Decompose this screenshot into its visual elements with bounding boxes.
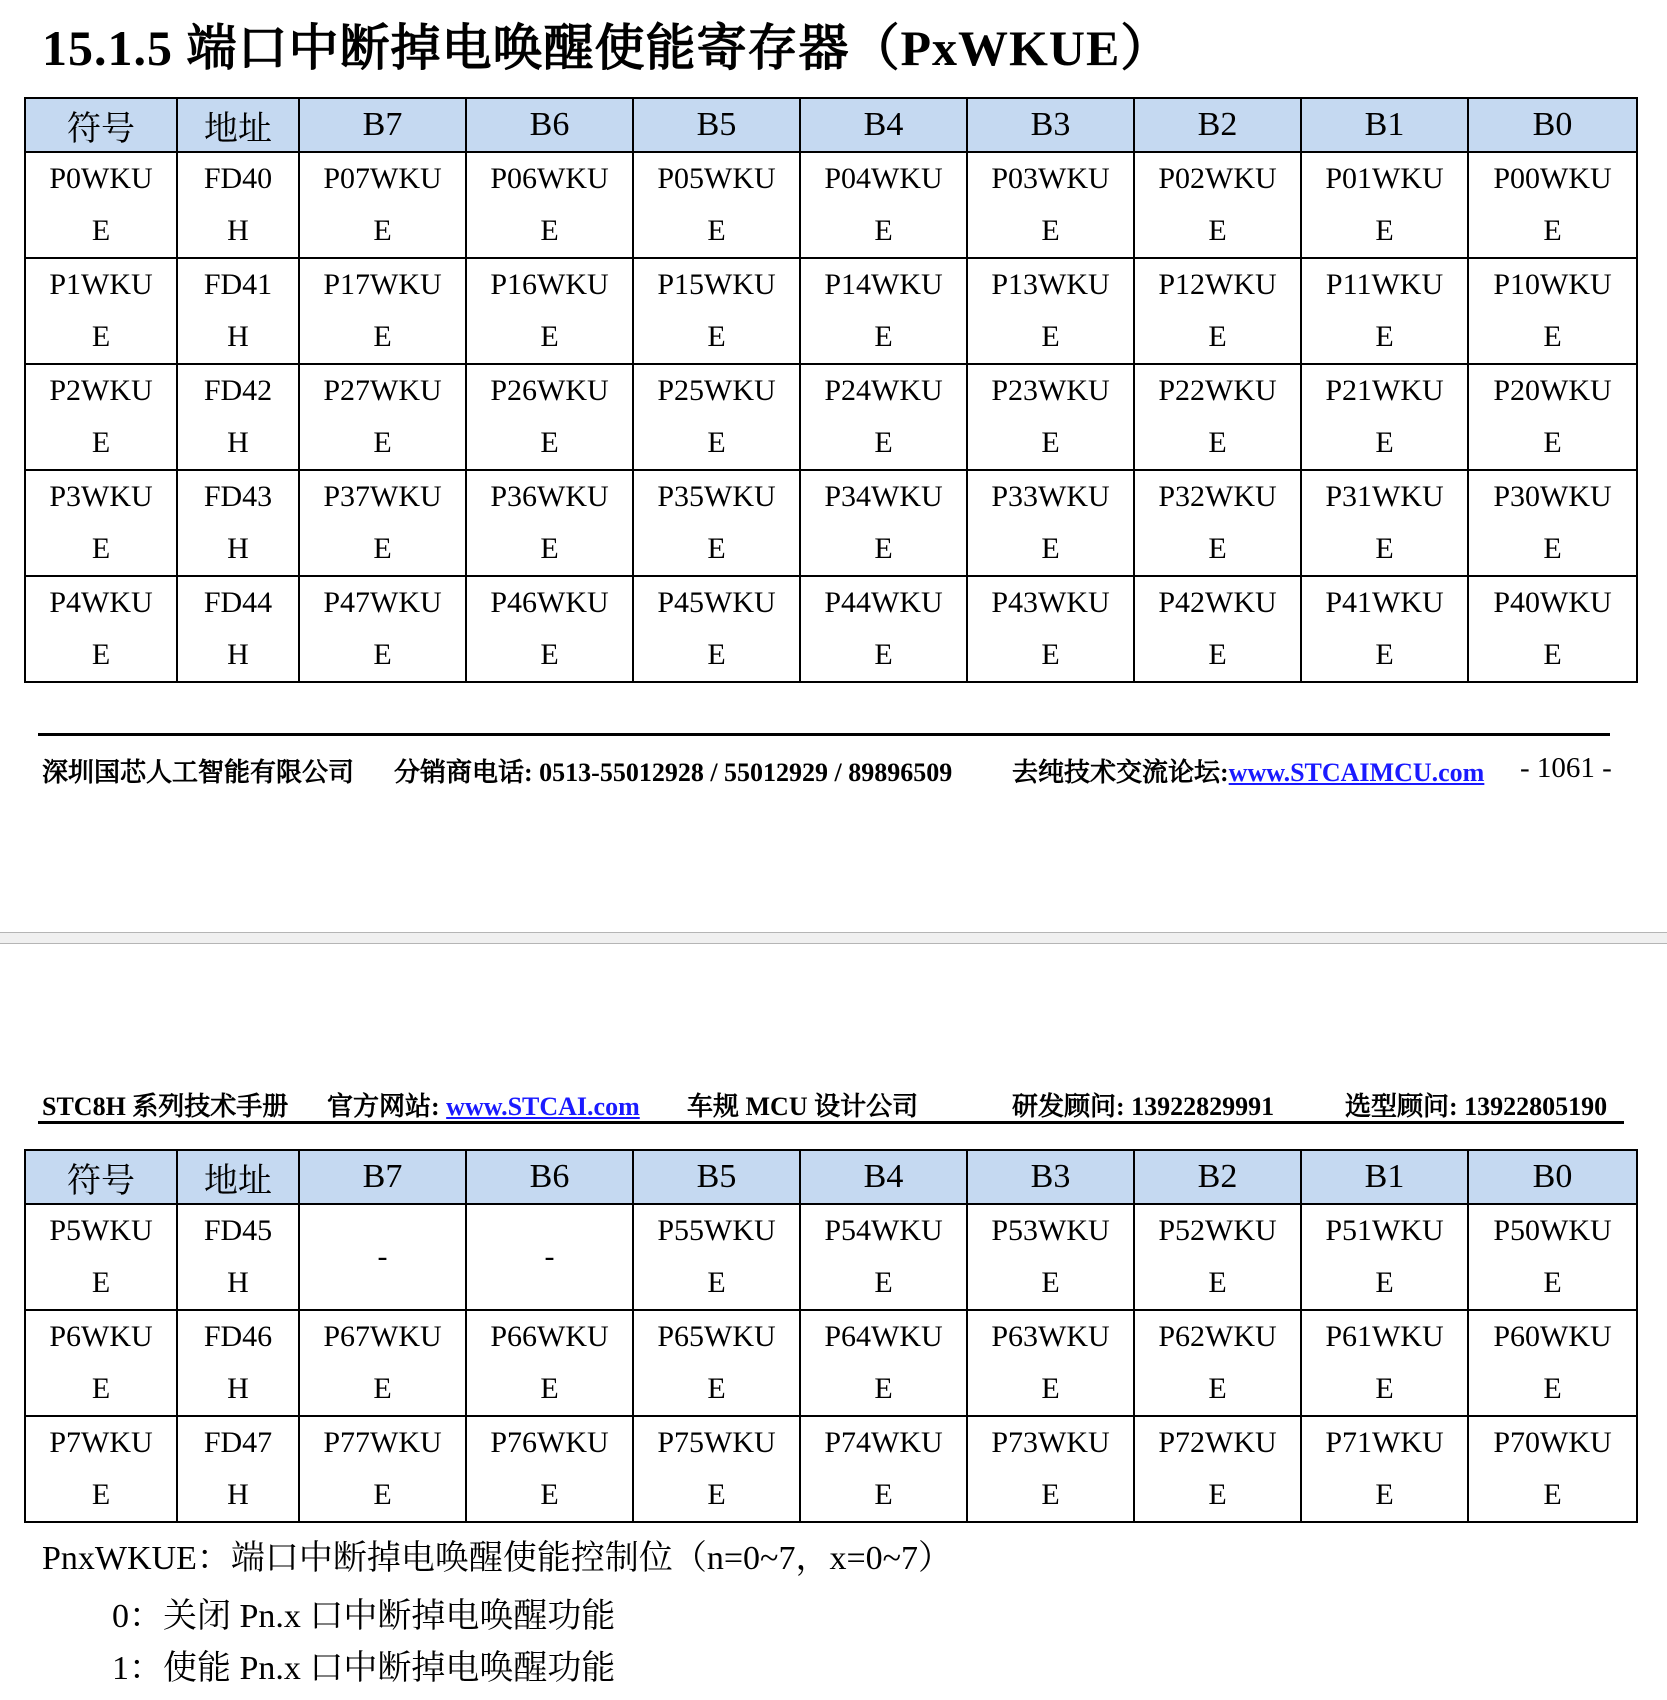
section-title: 15.1.5 端口中断掉电唤醒使能寄存器（PxWKUE） [42, 20, 1172, 76]
cell-text: P40WKU [1493, 586, 1612, 619]
table-cell [967, 364, 1134, 470]
cell-text: P34WKU [824, 480, 943, 513]
cell-text: E [540, 320, 559, 353]
cell-text: E [1375, 1372, 1394, 1405]
cell-text: P07WKU [323, 162, 442, 195]
cell-text: E [1543, 532, 1562, 565]
cell-text: E [874, 532, 893, 565]
table-cell [1468, 1310, 1637, 1416]
cell-text: P21WKU [1325, 374, 1444, 407]
cell-text: E [1375, 638, 1394, 671]
cell-text: P04WKU [824, 162, 943, 195]
table-cell [177, 152, 299, 258]
cell-text: P55WKU [657, 1214, 776, 1247]
cell-text: E [707, 426, 726, 459]
cell-text: P46WKU [490, 586, 609, 619]
cell-text: E [707, 638, 726, 671]
cell-text: E [540, 426, 559, 459]
cell-text: E [1375, 1266, 1394, 1299]
cell-text: E [874, 638, 893, 671]
cell-text: P2WKU [49, 374, 153, 407]
cell-text: E [707, 1478, 726, 1511]
table-cell [1301, 1416, 1468, 1522]
table-cell [299, 576, 466, 682]
table-cell [633, 1416, 800, 1522]
cell-text: E [1543, 1266, 1562, 1299]
cell-text: P30WKU [1493, 480, 1612, 513]
cell-text: P43WKU [991, 586, 1110, 619]
cell-text: P14WKU [824, 268, 943, 301]
cell-text: P44WKU [824, 586, 943, 619]
table-body [25, 152, 1637, 682]
table-cell [466, 258, 633, 364]
cell-text: E [540, 1372, 559, 1405]
footer-company: 深圳国芯人工智能有限公司 [42, 758, 355, 787]
cell-text: E [707, 320, 726, 353]
cell-text: P67WKU [323, 1320, 442, 1353]
cell-text: P53WKU [991, 1214, 1110, 1247]
header-site-link[interactable]: www.STCAI.com [446, 1092, 640, 1121]
cell-text: FD43 [203, 480, 273, 513]
table-cell [177, 258, 299, 364]
register-table-2 [24, 1149, 1638, 1523]
table-cell [1134, 364, 1301, 470]
cell-text: E [1543, 638, 1562, 671]
cell-text: P26WKU [490, 374, 609, 407]
column-header: B5 [633, 98, 800, 152]
cell-text: E [707, 214, 726, 247]
table-row [25, 1310, 1637, 1416]
cell-text: H [227, 532, 249, 565]
column-header: 符号 [25, 98, 177, 152]
cell-text: E [874, 426, 893, 459]
cell-text: E [1375, 320, 1394, 353]
table-cell [967, 258, 1134, 364]
cell-text: P61WKU [1325, 1320, 1444, 1353]
cell-text: E [1208, 214, 1227, 247]
table-cell [800, 258, 967, 364]
cell-text: E [1375, 532, 1394, 565]
cell-text: P45WKU [657, 586, 776, 619]
table-cell [1301, 1204, 1468, 1310]
cell-text: E [91, 1478, 111, 1511]
cell-text: E [1375, 1478, 1394, 1511]
table-header-row [25, 1150, 1637, 1204]
column-header: B5 [633, 1150, 800, 1204]
cell-text: FD40 [203, 162, 273, 195]
cell-text: P03WKU [991, 162, 1110, 195]
cell-text: E [1041, 320, 1060, 353]
table-row [25, 364, 1637, 470]
cell-text: P50WKU [1493, 1214, 1612, 1247]
table-row [25, 1416, 1637, 1522]
cell-text: FD46 [203, 1320, 273, 1353]
column-header: 地址 [177, 1150, 299, 1204]
cell-text: P20WKU [1493, 374, 1612, 407]
cell-text: P51WKU [1325, 1214, 1444, 1247]
footer-forum-label: 去纯技术交流论坛: [1012, 758, 1229, 787]
cell-text: P7WKU [49, 1426, 153, 1459]
cell-text: E [874, 1478, 893, 1511]
table-cell [1134, 1416, 1301, 1522]
table-cell [1301, 470, 1468, 576]
page-number: - 1061 - [1520, 752, 1612, 784]
table-cell [967, 1416, 1134, 1522]
cell-text: P65WKU [657, 1320, 776, 1353]
cell-text: - [544, 1240, 555, 1273]
cell-text: P3WKU [49, 480, 153, 513]
page-separator [0, 932, 1667, 944]
cell-text: E [373, 1478, 392, 1511]
cell-text: P15WKU [657, 268, 776, 301]
cell-text: E [1041, 532, 1060, 565]
header-selection-advisor: 选型顾问: 13922805190 [1345, 1092, 1608, 1121]
table-cell [466, 1310, 633, 1416]
table-header-row [25, 98, 1637, 152]
cell-text: P63WKU [991, 1320, 1110, 1353]
cell-text: P1WKU [49, 268, 153, 301]
cell-text: P66WKU [490, 1320, 609, 1353]
table-cell [1468, 364, 1637, 470]
cell-text: E [1208, 426, 1227, 459]
table-row [25, 152, 1637, 258]
cell-text: P27WKU [323, 374, 442, 407]
cell-text: P17WKU [323, 268, 442, 301]
table-cell [800, 364, 967, 470]
cell-text: P31WKU [1325, 480, 1444, 513]
table-cell [967, 1204, 1134, 1310]
table-cell [1301, 152, 1468, 258]
cell-text: E [874, 1266, 893, 1299]
table-cell [466, 364, 633, 470]
cell-text: P36WKU [490, 480, 609, 513]
cell-text: P35WKU [657, 480, 776, 513]
table-cell [800, 1310, 967, 1416]
column-header: 符号 [25, 1150, 177, 1204]
cell-text: P12WKU [1158, 268, 1277, 301]
table-cell [1134, 576, 1301, 682]
cell-text: P76WKU [490, 1426, 609, 1459]
cell-text: P52WKU [1158, 1214, 1277, 1247]
cell-text: P01WKU [1325, 162, 1444, 195]
table-cell [800, 152, 967, 258]
table-cell [299, 1310, 466, 1416]
cell-text: E [373, 214, 392, 247]
cell-text: FD44 [203, 586, 273, 619]
cell-text: E [874, 320, 893, 353]
cell-text: H [227, 214, 249, 247]
cell-text: P10WKU [1493, 268, 1612, 301]
cell-text: P72WKU [1158, 1426, 1277, 1459]
description-item-1: 1：使能 Pn.x 口中断掉电唤醒功能 [112, 1650, 616, 1687]
table-cell [25, 364, 177, 470]
table-cell [1468, 152, 1637, 258]
cell-text: E [1543, 1372, 1562, 1405]
table-cell [466, 1416, 633, 1522]
table-cell [1134, 470, 1301, 576]
column-header: B3 [967, 1150, 1134, 1204]
register-table-1 [24, 97, 1638, 683]
cell-text: P70WKU [1493, 1426, 1612, 1459]
table-cell [1134, 1310, 1301, 1416]
table-cell [633, 364, 800, 470]
table-cell [25, 470, 177, 576]
cell-text: E [1041, 426, 1060, 459]
cell-text: E [1543, 214, 1562, 247]
cell-text: - [377, 1240, 388, 1273]
table-cell [633, 576, 800, 682]
cell-text: H [227, 320, 249, 353]
cell-text: E [1208, 320, 1227, 353]
cell-text: P71WKU [1325, 1426, 1444, 1459]
cell-text: P06WKU [490, 162, 609, 195]
cell-text: P24WKU [824, 374, 943, 407]
column-header: B6 [466, 98, 633, 152]
cell-text: E [540, 1478, 559, 1511]
table-cell [1301, 1310, 1468, 1416]
table-cell [1301, 258, 1468, 364]
table-cell [1134, 258, 1301, 364]
cell-text: E [707, 1372, 726, 1405]
cell-text: E [1041, 214, 1060, 247]
table-cell [466, 470, 633, 576]
table-cell [177, 364, 299, 470]
table-cell [633, 470, 800, 576]
table-cell [800, 1416, 967, 1522]
table-cell [466, 576, 633, 682]
cell-text: P16WKU [490, 268, 609, 301]
cell-text: P00WKU [1493, 162, 1612, 195]
cell-text: P25WKU [657, 374, 776, 407]
cell-text: E [540, 638, 559, 671]
cell-text: P60WKU [1493, 1320, 1612, 1353]
header-rd-advisor: 研发顾问: 13922829991 [1012, 1092, 1275, 1121]
cell-text: E [373, 1372, 392, 1405]
cell-text: P37WKU [323, 480, 442, 513]
header-manual-title: STC8H 系列技术手册 [42, 1092, 289, 1121]
cell-text: E [91, 638, 111, 671]
column-header: B2 [1134, 98, 1301, 152]
table-row [25, 576, 1637, 682]
cell-text: P64WKU [824, 1320, 943, 1353]
table-cell [967, 1310, 1134, 1416]
cell-text: P74WKU [824, 1426, 943, 1459]
cell-text: E [540, 532, 559, 565]
column-header: 地址 [177, 98, 299, 152]
table-cell [177, 576, 299, 682]
cell-text: P32WKU [1158, 480, 1277, 513]
cell-text: P13WKU [991, 268, 1110, 301]
table-cell [25, 1204, 177, 1310]
description-title: PnxWKUE：端口中断掉电唤醒使能控制位（n=0~7，x=0~7） [42, 1540, 953, 1577]
table-cell [25, 258, 177, 364]
table-cell [1301, 576, 1468, 682]
header-site [327, 1086, 640, 1123]
cell-text: P22WKU [1158, 374, 1277, 407]
cell-text: P4WKU [49, 586, 153, 619]
cell-text: FD42 [203, 374, 273, 407]
cell-text: E [91, 1266, 111, 1299]
cell-text: P0WKU [49, 162, 153, 195]
column-header: B2 [1134, 1150, 1301, 1204]
cell-text: E [707, 532, 726, 565]
cell-text: H [227, 1266, 249, 1299]
cell-text: P54WKU [824, 1214, 943, 1247]
cell-text: P6WKU [49, 1320, 153, 1353]
table-cell [177, 1416, 299, 1522]
footer-forum [1012, 752, 1484, 789]
table-cell [25, 152, 177, 258]
table-row [25, 1204, 1637, 1310]
table-cell [177, 1204, 299, 1310]
cell-text: E [1208, 532, 1227, 565]
column-header: B0 [1468, 98, 1637, 152]
cell-text: E [1041, 1372, 1060, 1405]
table-cell [633, 1204, 800, 1310]
footer-divider [38, 733, 1610, 736]
table-cell [1468, 576, 1637, 682]
cell-text: P42WKU [1158, 586, 1277, 619]
cell-text: H [227, 1478, 249, 1511]
cell-text: E [1208, 1372, 1227, 1405]
description-item-0: 0：关闭 Pn.x 口中断掉电唤醒功能 [112, 1598, 616, 1635]
cell-text: P41WKU [1325, 586, 1444, 619]
cell-text: E [1041, 638, 1060, 671]
cell-text: E [1543, 1478, 1562, 1511]
cell-text: E [1543, 426, 1562, 459]
column-header: B0 [1468, 1150, 1637, 1204]
table-cell [967, 470, 1134, 576]
cell-text: E [1041, 1478, 1060, 1511]
table-body [25, 1204, 1637, 1522]
cell-text: E [540, 214, 559, 247]
table-cell [177, 1310, 299, 1416]
cell-text: P62WKU [1158, 1320, 1277, 1353]
table-cell [1134, 152, 1301, 258]
column-header: B6 [466, 1150, 633, 1204]
column-header: B1 [1301, 1150, 1468, 1204]
table-cell [299, 470, 466, 576]
table-row [25, 470, 1637, 576]
cell-text: P23WKU [991, 374, 1110, 407]
column-header: B7 [299, 1150, 466, 1204]
table-cell [800, 470, 967, 576]
table-cell [1468, 1416, 1637, 1522]
cell-text: E [874, 1372, 893, 1405]
cell-text: P47WKU [323, 586, 442, 619]
cell-text: E [1543, 320, 1562, 353]
cell-text: E [1208, 638, 1227, 671]
column-header: B3 [967, 98, 1134, 152]
column-header: B4 [800, 1150, 967, 1204]
table-cell [25, 1416, 177, 1522]
table-cell [1134, 1204, 1301, 1310]
header-site-label: 官方网站: [327, 1092, 447, 1121]
table-cell [299, 1204, 466, 1310]
table-cell [299, 258, 466, 364]
cell-text: FD47 [203, 1426, 273, 1459]
cell-text: FD41 [203, 268, 273, 301]
table-cell [1301, 364, 1468, 470]
table-cell [299, 152, 466, 258]
table-row [25, 258, 1637, 364]
table-cell [25, 1310, 177, 1416]
cell-text: E [1208, 1478, 1227, 1511]
table-cell [25, 576, 177, 682]
table-cell [299, 1416, 466, 1522]
table-cell [800, 576, 967, 682]
table-cell [466, 1204, 633, 1310]
cell-text: E [373, 320, 392, 353]
cell-text: H [227, 638, 249, 671]
column-header: B7 [299, 98, 466, 152]
cell-text: P05WKU [657, 162, 776, 195]
cell-text: P02WKU [1158, 162, 1277, 195]
cell-text: E [91, 214, 111, 247]
table-cell [967, 152, 1134, 258]
cell-text: E [874, 214, 893, 247]
cell-text: H [227, 1372, 249, 1405]
table-cell [177, 470, 299, 576]
header-divider [38, 1121, 1624, 1124]
cell-text: E [91, 320, 111, 353]
cell-text: P33WKU [991, 480, 1110, 513]
cell-text: E [91, 426, 111, 459]
cell-text: E [373, 638, 392, 671]
table-cell [466, 152, 633, 258]
cell-text: P5WKU [49, 1214, 153, 1247]
cell-text: P77WKU [323, 1426, 442, 1459]
table-cell [1468, 1204, 1637, 1310]
table-cell [633, 152, 800, 258]
cell-text: E [373, 426, 392, 459]
table-cell [967, 576, 1134, 682]
cell-text: E [1041, 1266, 1060, 1299]
cell-text: E [707, 1266, 726, 1299]
cell-text: E [1375, 426, 1394, 459]
footer-forum-link[interactable]: www.STCAIMCU.com [1228, 758, 1485, 787]
column-header: B4 [800, 98, 967, 152]
cell-text: FD45 [203, 1214, 273, 1247]
cell-text: E [373, 532, 392, 565]
column-header: B1 [1301, 98, 1468, 152]
cell-text: E [1375, 214, 1394, 247]
cell-text: P75WKU [657, 1426, 776, 1459]
table-cell [1468, 258, 1637, 364]
footer-distributor-phone: 分销商电话: 0513-55012928 / 55012929 / 89896509 [394, 758, 953, 787]
table-cell [299, 364, 466, 470]
cell-text: E [91, 1372, 111, 1405]
cell-text: P73WKU [991, 1426, 1110, 1459]
header-slogan: 车规 MCU 设计公司 [687, 1092, 919, 1121]
table-cell [633, 258, 800, 364]
cell-text: P11WKU [1325, 268, 1444, 301]
table-cell [633, 1310, 800, 1416]
cell-text: E [1208, 1266, 1227, 1299]
cell-text: E [91, 532, 111, 565]
cell-text: H [227, 426, 249, 459]
table-cell [800, 1204, 967, 1310]
table-cell [1468, 470, 1637, 576]
